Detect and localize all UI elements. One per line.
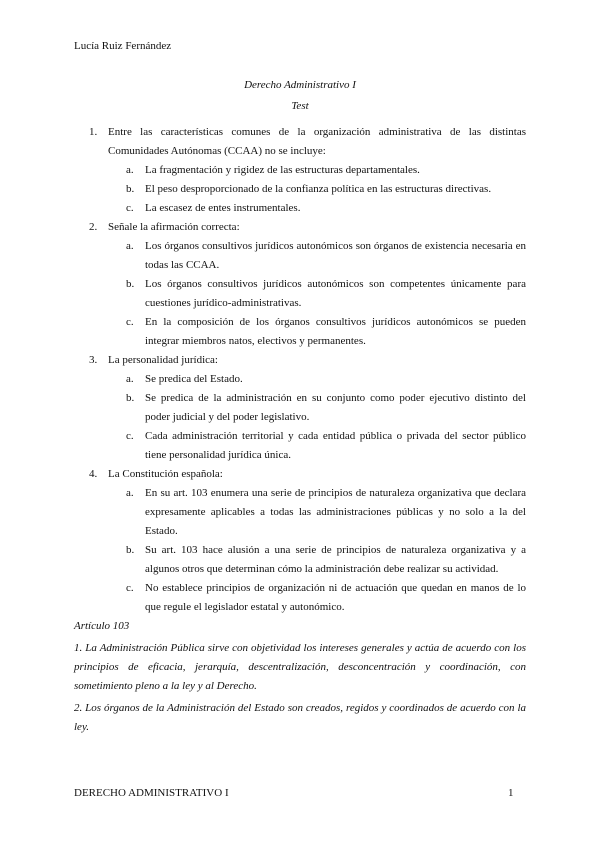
option-text: En su art. 103 enumera una serie de principios de naturaleza organizativa que declara expresamente aplicables a todas las administraciones públicas y no solo a la del Estado. bbox=[145, 487, 526, 537]
option-text: Se predica del Estado. bbox=[145, 373, 243, 385]
option-letter: c. bbox=[126, 316, 134, 328]
question bbox=[74, 123, 526, 161]
footer-title: DERECHO ADMINISTRATIVO I bbox=[74, 787, 229, 799]
option bbox=[74, 161, 526, 180]
option bbox=[74, 579, 526, 617]
option-letter: b. bbox=[126, 544, 135, 556]
question-number: 4. bbox=[89, 468, 98, 480]
option-text: No establece principios de organización ni de actuación que quedan en manos de lo que regule el legislador estatal y autonómico. bbox=[145, 582, 526, 613]
question-text: Entre las características comunes de la organización administrativa de las distintas Comunidades Autónomas (CCAA) no se incluye: bbox=[108, 126, 526, 157]
option-letter: c. bbox=[126, 582, 134, 594]
question-number: 3. bbox=[89, 354, 98, 366]
article-paragraph: 2. Los órganos de la Administración del Estado son creados, regidos y coordinados de acuerdo con la ley. bbox=[74, 702, 526, 733]
option bbox=[74, 484, 526, 541]
question bbox=[74, 465, 526, 484]
option-letter: a. bbox=[126, 373, 134, 385]
option-text: La escasez de entes instrumentales. bbox=[145, 202, 301, 214]
question-text: La Constitución española: bbox=[108, 468, 223, 480]
question bbox=[74, 218, 526, 237]
option-text: La fragmentación y rigidez de las estructuras departamentales. bbox=[145, 164, 420, 176]
question-text: Señale la afirmación correcta: bbox=[108, 221, 240, 233]
option bbox=[74, 180, 526, 199]
option-text: Cada administración territorial y cada entidad pública o privada del sector público tiene personalidad jurídica única. bbox=[145, 430, 526, 461]
option bbox=[74, 275, 526, 313]
option-letter: b. bbox=[126, 278, 135, 290]
option bbox=[74, 427, 526, 465]
option bbox=[74, 370, 526, 389]
option bbox=[74, 313, 526, 351]
option-letter: b. bbox=[126, 183, 135, 195]
option-letter: a. bbox=[126, 240, 134, 252]
option bbox=[74, 541, 526, 579]
option-letter: a. bbox=[126, 487, 134, 499]
document-title: Derecho Administrativo I bbox=[244, 79, 356, 91]
option-text: El peso desproporcionado de la confianza política en las estructuras directivas. bbox=[145, 183, 492, 195]
document-subtitle: Test bbox=[291, 100, 309, 112]
option-text: En la composición de los órganos consultivos jurídicos autonómicos se pueden integrar miembros natos, electivos y permanentes. bbox=[145, 316, 526, 347]
option bbox=[74, 199, 526, 218]
option-text: Los órganos consultivos jurídicos autonómicos son órganos de existencia necesaria en todas las CCAA. bbox=[145, 240, 526, 271]
option bbox=[74, 389, 526, 427]
option-text: Se predica de la administración en su conjunto como poder ejecutivo distinto del poder judicial y del poder legislativo. bbox=[145, 392, 526, 423]
question bbox=[74, 351, 526, 370]
question-text: La personalidad jurídica: bbox=[108, 354, 218, 366]
option-text: Su art. 103 hace alusión a una serie de principios de naturaleza organizativa y a algunos otros que determinan cómo la administración debe realizar su actividad. bbox=[145, 544, 526, 575]
option-letter: b. bbox=[126, 392, 135, 404]
header-author: Lucía Ruiz Fernández bbox=[74, 40, 172, 52]
option bbox=[74, 237, 526, 275]
page-number: 1 bbox=[508, 787, 514, 799]
question-number: 2. bbox=[89, 221, 98, 233]
option-text: Los órganos consultivos jurídicos autonómicos son competentes únicamente para cuestiones jurídico-administrativas. bbox=[145, 278, 526, 309]
option-letter: c. bbox=[126, 202, 134, 214]
option-letter: c. bbox=[126, 430, 134, 442]
article-title: Artículo 103 bbox=[74, 620, 130, 632]
question-number: 1. bbox=[89, 126, 98, 138]
article-paragraph: 1. La Administración Pública sirve con objetividad los intereses generales y actúa de acuerdo con los principios de eficacia, jerarquía, descentralización, desconcentración y coordinación, con sometimiento pleno a la ley y al Derecho. bbox=[74, 642, 526, 692]
document-body bbox=[74, 123, 526, 737]
option-letter: a. bbox=[126, 164, 134, 176]
